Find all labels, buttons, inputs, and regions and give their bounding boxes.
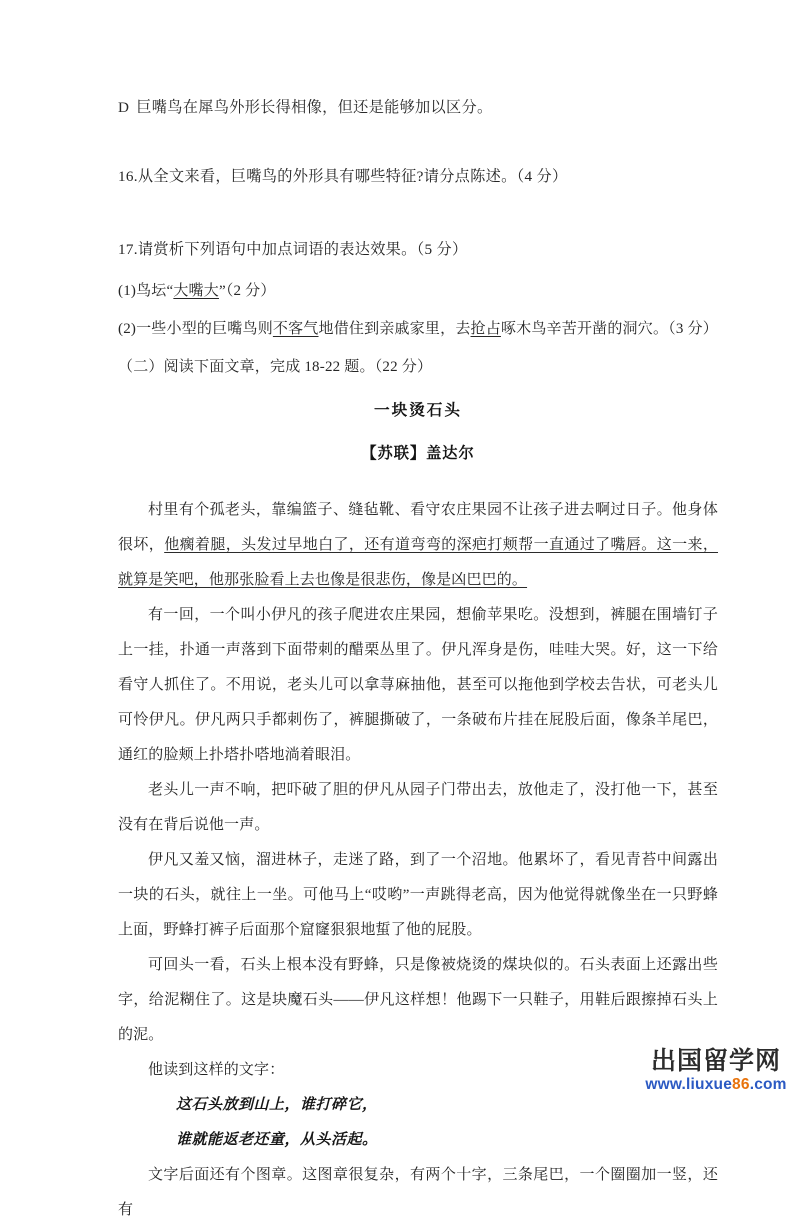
watermark-url-part-1: www.liuxue bbox=[645, 1075, 733, 1093]
watermark-url-part-3: .com bbox=[749, 1075, 787, 1093]
question-16: 16.从全文来看，巨嘴鸟的外形具有哪些特征?请分点陈述。（4 分） bbox=[118, 168, 568, 185]
spacer-before-section-header bbox=[118, 338, 718, 355]
spacer-answer-space-16 bbox=[118, 186, 718, 238]
paragraph-segment-underlined: 他瘸着腿，头发过早地白了，还有道弯弯的深疤打颊帮一直通过了嘴唇。这一来，就算是笑吧，他那张脸看上去也像是很悲伤，像是凶巴巴的。 bbox=[118, 537, 719, 588]
choice-text-d: 巨嘴鸟在犀鸟外形长得相像，但还是能够加以区分。 bbox=[136, 99, 493, 116]
q17-2-emphasis-1: 不客气 bbox=[272, 321, 319, 337]
spacer-between-q17-items bbox=[118, 300, 718, 317]
story-title: 一块烫石头 bbox=[374, 402, 462, 419]
spacer-after-choice bbox=[118, 117, 718, 165]
watermark-url bbox=[628, 1077, 804, 1093]
watermark-brand-name: 出国留学网 bbox=[650, 1046, 781, 1075]
question-17-item-2 bbox=[118, 317, 718, 338]
q17-2-middle: 地借住到亲戚家里，去 bbox=[318, 321, 471, 337]
story-paragraph: 他读到这样的文字： bbox=[148, 1062, 285, 1078]
q17-1-emphasis: 大嘴大 bbox=[173, 283, 219, 299]
spacer-before-body bbox=[118, 463, 718, 493]
stone-inscription-line: 谁就能返老还童，从头活起。 bbox=[176, 1132, 378, 1148]
paragraph-segment-plain: 村里有个孤老头，靠编篮子、缝毡靴、看守农庄果园不让孩子进去啊过日子。他身体很坏， bbox=[118, 502, 718, 553]
watermark-logo bbox=[628, 1046, 804, 1093]
q17-1-suffix: ”（2 分） bbox=[218, 283, 276, 299]
spacer-after-q17-stem bbox=[118, 259, 718, 279]
story-paragraph bbox=[118, 493, 718, 598]
q17-2-suffix: 啄木鸟辛苦开凿的洞穴。（3 分） bbox=[500, 321, 718, 337]
story-paragraph-last: 文字后面还有个图章。这图章很复杂，有两个十字，三条尾巴，一个圈圈加一竖，还有 bbox=[118, 1167, 718, 1218]
stone-inscription-line: 这石头放到山上，谁打碎它， bbox=[176, 1097, 378, 1113]
choice-option-d bbox=[118, 96, 718, 117]
q17-2-emphasis-2: 抢占 bbox=[470, 321, 501, 337]
story-paragraph: 伊凡又羞又恼，溜进林子，走迷了路，到了一个沼地。他累坏了，看见青苔中间露出一块的石头，就往上一坐。可他马上“哎哟”一声跳得老高，因为他觉得就像坐在一只野蜂上面，野蜂打裤子后面那个窟窿狠狠地蜇了他的屁股。 bbox=[118, 852, 718, 938]
story-paragraph: 有一回，一个叫小伊凡的孩子爬进农庄果园，想偷苹果吃。没想到，裤腿在围墙钉子上一挂，扑通一声落到下面带刺的醋栗丛里了。伊凡浑身是伤，哇哇大哭。好，这一下给看守人抓住了。不用说，老头儿可以拿荨麻抽他，甚至可以拖他到学校去告状，可老头儿可怜伊凡。伊凡两只手都刺伤了，裤腿撕破了，一条破布片挂在屁股后面，像条羊尾巴，通红的脸颊上扑塔扑嗒地淌着眼泪。 bbox=[118, 607, 718, 763]
section-header: （二）阅读下面文章，完成 18-22 题。（22 分） bbox=[118, 359, 433, 375]
spacer-title-author bbox=[118, 420, 718, 442]
q17-1-prefix: (1)鸟坛“ bbox=[118, 283, 174, 299]
watermark-url-part-2: 86 bbox=[732, 1075, 750, 1093]
spacer-before-title bbox=[118, 376, 718, 398]
q17-2-prefix: (2)一些小型的巨嘴鸟则 bbox=[118, 321, 273, 337]
question-17-stem: 17.请赏析下列语句中加点词语的表达效果。（5 分） bbox=[118, 241, 468, 258]
story-author: 【苏联】盖达尔 bbox=[361, 445, 475, 462]
choice-letter-d: D bbox=[118, 99, 130, 116]
story-paragraph: 可回头一看，石头上根本没有野蜂，只是像被烧烫的煤块似的。石头表面上还露出些字，给泥糊住了。这是块魔石头——伊凡这样想！他踢下一只鞋子，用鞋后跟擦掉石头上的泥。 bbox=[118, 957, 718, 1043]
question-17-item-1 bbox=[118, 279, 718, 300]
story-paragraph: 老头儿一声不响，把吓破了胆的伊凡从园子门带出去，放他走了，没打他一下，甚至没有在背后说他一声。 bbox=[118, 782, 718, 833]
